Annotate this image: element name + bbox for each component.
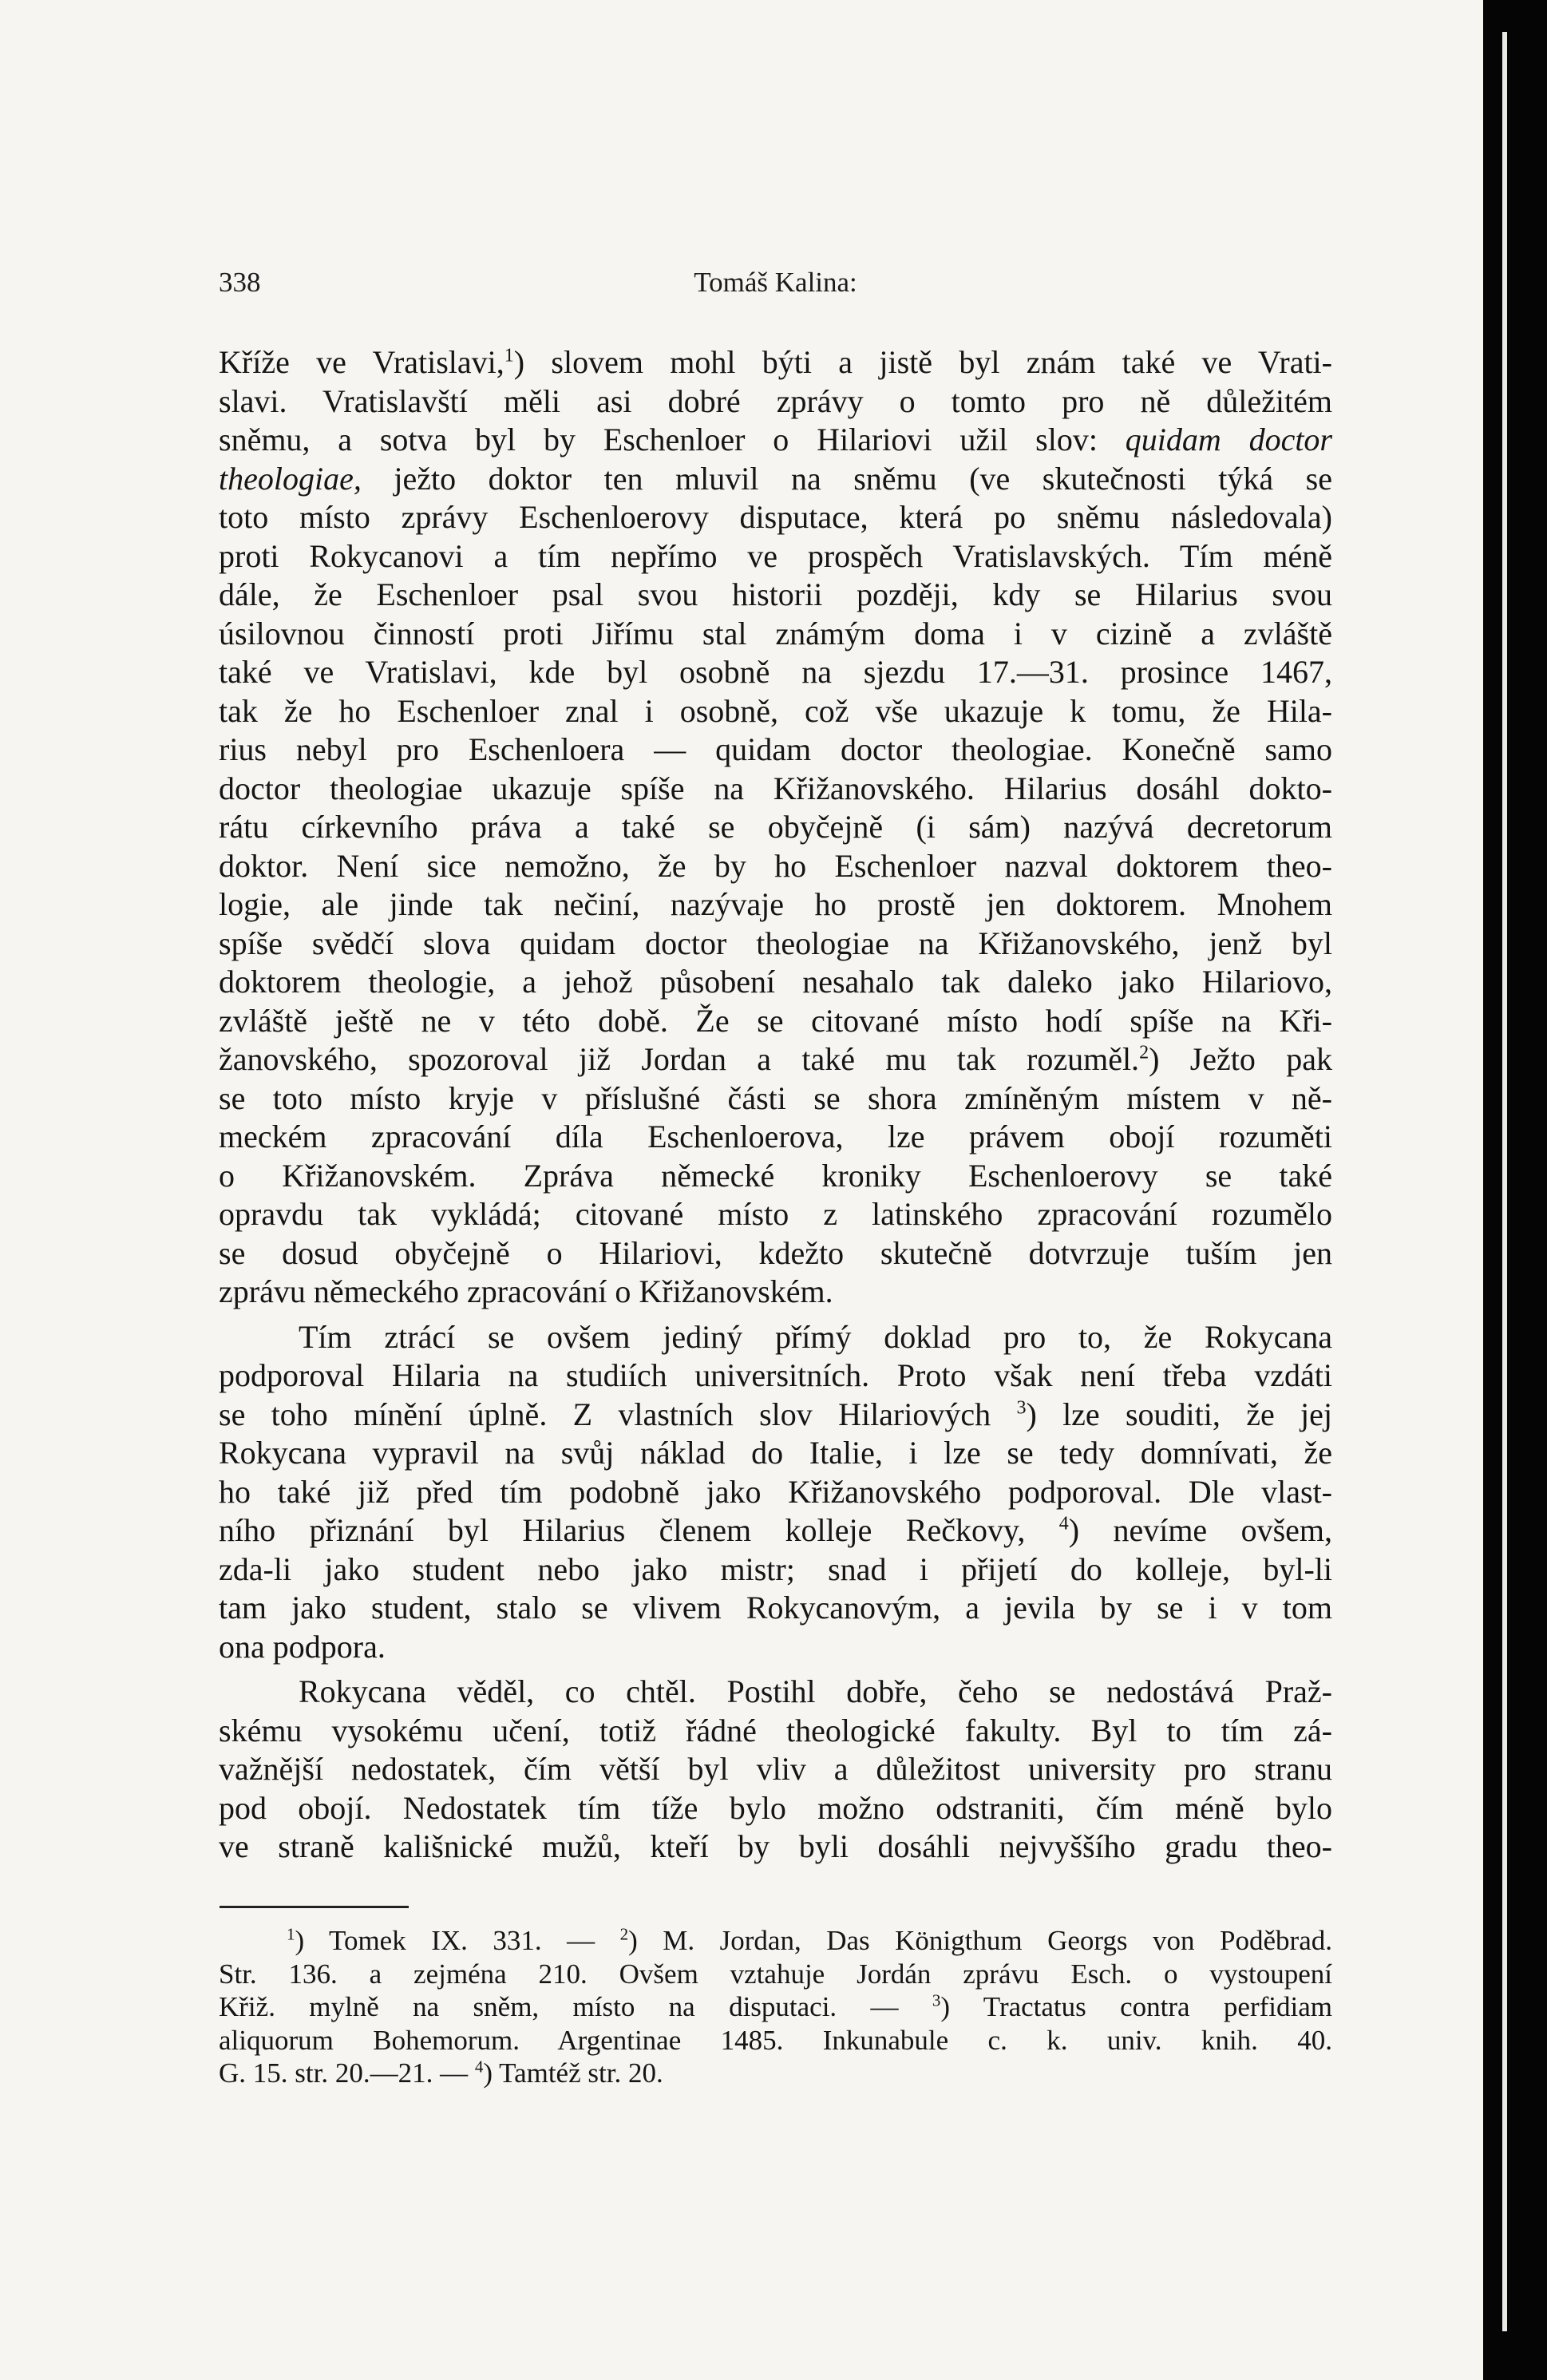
text-line: ona podpora. [219, 1628, 386, 1665]
text-line: doktorem theologie, a jehož působení nesahalo tak daleko jako Hilariovo, [219, 964, 1332, 1000]
text-line: proti Rokycanovi a tím nepřímo ve prospěch Vratislavských. Tím méně [219, 537, 1332, 574]
footnote-line: $^1$) Tomek IX. 331. — $^2$) M. Jordan, Das Königthum Georgs von Poděbrad. [287, 1924, 1332, 1956]
text-line: dále, že Eschenloer psal svou historii později, kdy se Hilarius svou [219, 576, 1332, 612]
text-line: ního přiznání byl Hilarius členem kolleje Rečkovy, $^4$) nevíme ovšem, [219, 1512, 1332, 1548]
footnote-marker: 3 [932, 1990, 941, 2010]
paragraph-gap [219, 1666, 1332, 1673]
footnote-line: Křiž. mylně na sněm, místo na disputaci. — $^3$) Tractatus contra perfidiam [219, 1990, 1332, 2022]
footnote-line: Str. 136. a zejména 210. Ovšem vztahuje Jordán zprávu Esch. o vystoupení [219, 1958, 1332, 1990]
text-line: doktor. Není sice nemožno, že by ho Eschenloer nazval doktorem theo- [219, 847, 1332, 884]
text-line: pod obojí. Nedostatek tím tíže bylo možno odstraniti, čím méně bylo [219, 1789, 1332, 1826]
text-line: o Křižanovském. Zpráva německé kroniky Eschenloerovy se také [219, 1157, 1332, 1194]
text-line: Tím ztrácí se ovšem jediný přímý doklad pro to, že Rokycana [299, 1318, 1332, 1355]
text-line: zvláště ještě ne v této době. Že se citované místo hodí spíše na Kři- [219, 1002, 1332, 1039]
text-line: važnější nedostatek, čím větší byl vliv a důležitost university pro stranu [219, 1751, 1332, 1787]
text-line: toto místo zprávy Eschenloerovy disputace, která po sněmu následovala) [219, 499, 1332, 535]
text-line: skému vysokému učení, totiž řádné theologické fakulty. Byl to tím zá- [219, 1712, 1332, 1748]
paragraph-3 [219, 1673, 1332, 1867]
running-title: Tomáš Kalina: [694, 267, 857, 298]
text-line: Rokycana vypravil na svůj náklad do Italie, i lze se tedy domnívati, že [219, 1435, 1332, 1471]
footnote-ref: 4 [1058, 1513, 1069, 1535]
scan-edge-line [1502, 32, 1507, 2331]
text-line: spíše svědčí slova quidam doctor theologiae na Křižanovského, jenž byl [219, 925, 1332, 961]
footnote-ref: 1 [504, 345, 514, 366]
text-line: slavi. Vratislavští měli asi dobré zprávy o tomto pro ně důležitém [219, 382, 1332, 419]
text-line: doctor theologiae ukazuje spíše na Křižanovského. Hilarius dosáhl dokto- [219, 770, 1332, 806]
footnotes [219, 1924, 1332, 2090]
text-line: ve straně kališnické mužů, kteří by byli dosáhli nejvyššího gradu theo- [219, 1828, 1332, 1864]
latin-phrase: quidam doctor [1125, 422, 1332, 457]
footnote-marker: 2 [619, 1924, 629, 1944]
text-line: úsilovnou činností proti Jiřímu stal známým doma i v cizině a zvláště [219, 615, 1332, 651]
text-line: zda-li jako student nebo jako mistr; snad i přijetí do kolleje, byl-li [219, 1550, 1332, 1587]
text-line: Kříže ve Vratislavi,$^1$) slovem mohl býti a jistě byl znám také ve Vrati- [219, 344, 1332, 380]
text-line: se dosud obyčejně o Hilariovi, kdežto skutečně dotvrzuje tuším jen [219, 1234, 1332, 1271]
text-line: žanovského, spozoroval již Jordan a také mu tak rozuměl.$^2$) Ježto pak [219, 1041, 1332, 1077]
text-line: rátu církevního práva a také se obyčejně (i sám) nazývá decretorum [219, 809, 1332, 845]
text-line: tam jako student, stalo se vlivem Rokycanovým, a jevila by se i v tom [219, 1590, 1332, 1626]
text-line: podporoval Hilaria na studiích universitních. Proto však není třeba vzdáti [219, 1357, 1332, 1393]
footnote-marker: 4 [474, 2057, 484, 2077]
paragraph-2 [219, 1318, 1332, 1667]
scan-edge [1483, 0, 1547, 2380]
footnote-line: G. 15. str. 20.—21. — $^4$) Tamtéž str. 20. [219, 2057, 663, 2089]
main-text [219, 343, 1332, 1867]
text-line: také ve Vratislavi, kde byl osobně na sjezdu 17.—31. prosince 1467, [219, 654, 1332, 690]
text-line: se toto místo kryje v příslušné části se shora zmíněným místem v ně- [219, 1079, 1332, 1116]
page-header [219, 267, 1332, 307]
footnote-line: aliquorum Bohemorum. Argentinae 1485. Inkunabule c. k. univ. knih. 40. [219, 2024, 1332, 2056]
text-line: tak že ho Eschenloer znal i osobně, což vše ukazuje k tomu, že Hila- [219, 692, 1332, 729]
text-line: meckém zpracování díla Eschenloerova, lze právem obojí rozuměti [219, 1119, 1332, 1154]
footnote-ref: 3 [1016, 1397, 1027, 1419]
text-line: ho také již před tím podobně jako Křižanovského podporoval. Dle vlast- [219, 1473, 1332, 1510]
text-line: Rokycana věděl, co chtěl. Postihl dobře, čeho se nedostává Praž- [299, 1673, 1332, 1709]
text-line: theologiae, ježto doktor ten mluvil na sněmu (ve skutečnosti týká se [219, 460, 1333, 497]
text-line: opravdu tak vykládá; citované místo z latinského zpracování rozumělo [219, 1196, 1332, 1232]
footnote-separator [220, 1906, 409, 1908]
text-line: rius nebyl pro Eschenloera — quidam doctor theologiae. Konečně samo [219, 731, 1332, 767]
latin-phrase: theologiae, [219, 460, 362, 497]
text-line: se toho mínění úplně. Z vlastních slov Hilariových $^3$) lze souditi, že jej [219, 1396, 1332, 1432]
footnote-ref: 2 [1139, 1042, 1149, 1063]
text-line: sněmu, a sotva byl by Eschenloer o Hilariovi užil slov: quidam doctor [219, 422, 1332, 457]
paragraph-1 [219, 343, 1332, 1312]
paragraph-gap [219, 1312, 1332, 1318]
page-number: 338 [219, 267, 261, 298]
text-line: logie, ale jinde tak nečiní, nazývaje ho prostě jen doktorem. Mnohem [219, 886, 1332, 922]
text-line: zprávu německého zpracování o Křižanovském. [219, 1273, 833, 1309]
footnote-marker: 1 [287, 1924, 295, 1944]
